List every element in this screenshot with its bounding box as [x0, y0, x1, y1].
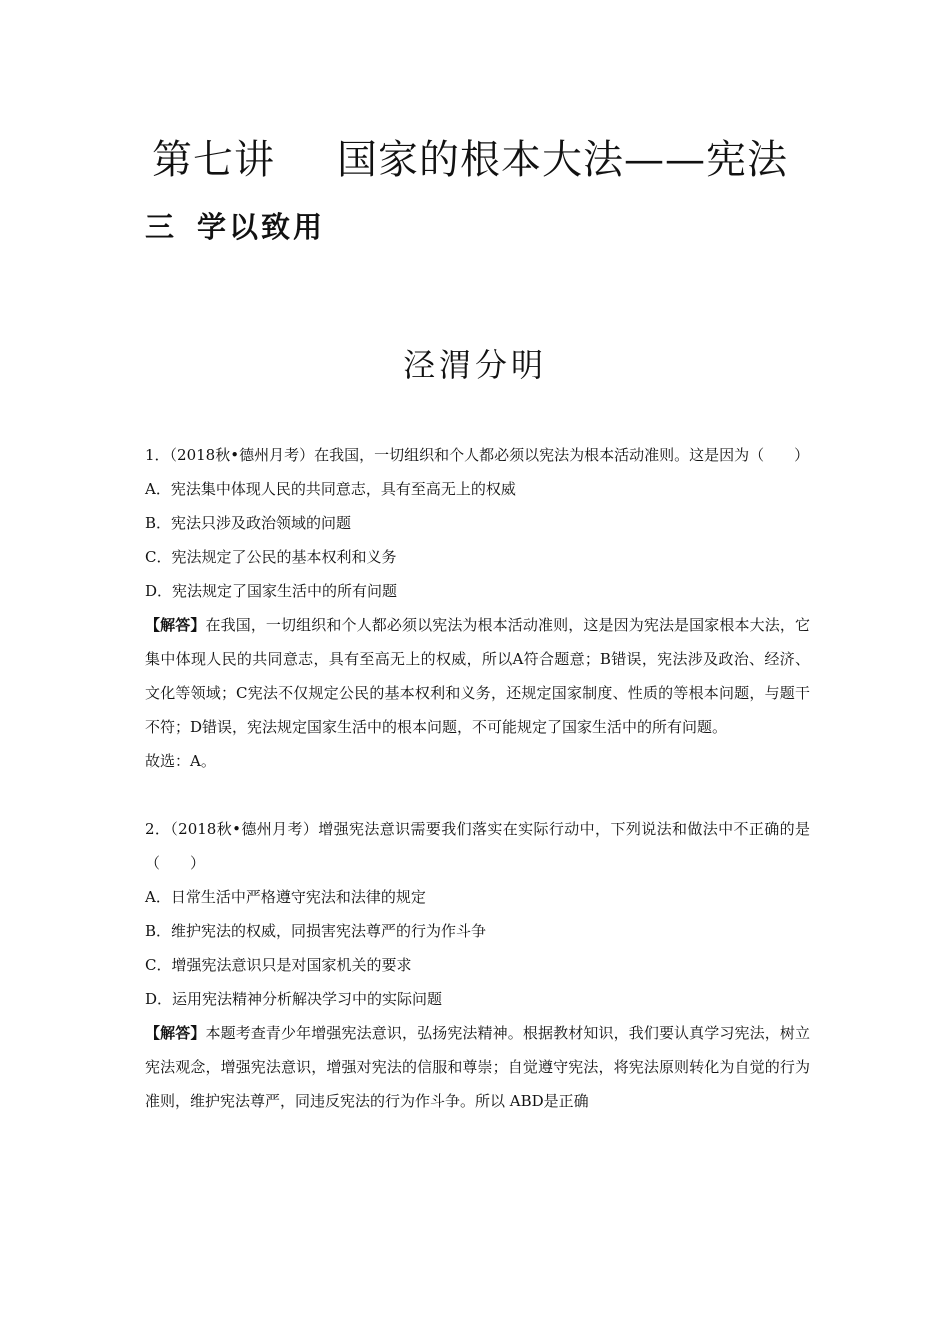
answer-text: 本题考查青少年增强宪法意识，弘扬宪法精神。根据教材知识，我们要认真学习宪法，树立宪法观念，增强宪法意识，增强对宪法的信服和尊崇；自觉遵守宪法，将宪法原则转化为自觉的行为准则，维护宪法尊严，同违反宪法的行为作斗争。所以 ABD是正确 — [145, 1024, 810, 1110]
lecture-topic: 国家的根本大法——宪法 — [337, 137, 788, 183]
answer-explanation — [145, 608, 810, 744]
lecture-title — [152, 128, 788, 185]
option-c: C．增强宪法意识只是对国家机关的要求 — [145, 956, 412, 974]
option-a: A．宪法集中体现人民的共同意志，具有至高无上的权威 — [145, 480, 516, 498]
option-b: B．维护宪法的权威，同损害宪法尊严的行为作斗争 — [145, 922, 487, 940]
answer-choice: 故选：A。 — [145, 752, 216, 770]
answer-text: 在我国，一切组织和个人都必须以宪法为根本活动准则，这是因为宪法是国家根本大法，它集中体现人民的共同意志，具有至高无上的权威，所以A符合题意；B错误，宪法涉及政治、经济、文化等领域；C宪法不仅规定公民的基本权利和义务，还规定国家制度、性质的等根本问题，与题干不符；D错误，宪法规定国家生活中的根本问题，不可能规定了国家生活中的所有问题。 — [145, 616, 810, 736]
option-d: D．运用宪法精神分析解决学习中的实际问题 — [145, 990, 443, 1008]
option-b: B．宪法只涉及政治领域的问题 — [145, 514, 352, 532]
answer-label: 【解答】 — [145, 616, 206, 634]
question-stem: 1．（2018秋•德州月考）在我国，一切组织和个人都必须以宪法为根本活动准则。这是因为（ ） — [145, 446, 810, 464]
subheading: 泾渭分明 — [402, 346, 547, 384]
section-number: 三 — [145, 210, 178, 244]
question-list — [145, 438, 810, 1118]
option-a: A．日常生活中严格遵守宪法和法律的规定 — [145, 888, 426, 906]
answer-explanation — [145, 1016, 810, 1118]
question-1 — [145, 438, 810, 778]
question-stem: 2．（2018秋•德州月考）增强宪法意识需要我们落实在实际行动中，下列说法和做法中不正确的是（ ） — [145, 820, 810, 872]
section-heading — [145, 205, 325, 246]
answer-label: 【解答】 — [145, 1024, 206, 1042]
section-title: 学以致用 — [197, 210, 326, 244]
option-d: D．宪法规定了国家生活中的所有问题 — [145, 582, 398, 600]
question-2 — [145, 812, 810, 1118]
option-c: C．宪法规定了公民的基本权利和义务 — [145, 548, 397, 566]
lecture-number: 第七讲 — [152, 137, 275, 183]
